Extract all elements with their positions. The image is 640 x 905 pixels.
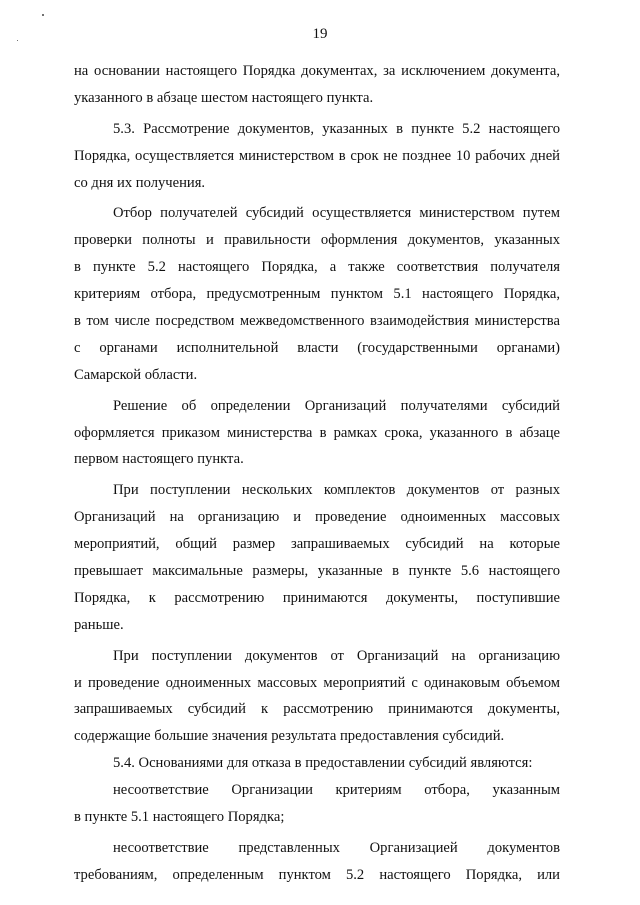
- text-line: Организаций на организацию и проведение одноименных массовых: [74, 509, 560, 526]
- page-number: 19: [312, 26, 328, 42]
- document-body: [74, 58, 560, 889]
- paragraph: [74, 777, 560, 831]
- text-line: указанного в абзаце шестом настоящего пункта.: [74, 89, 374, 106]
- text-line: проверки полноты и правильности оформления документов, указанных: [74, 232, 560, 249]
- text-line: раньше.: [74, 616, 124, 633]
- text-line: Решение об определении Организаций получателями субсидий: [113, 397, 560, 414]
- text-line: требованиям, определенным пунктом 5.2 настоящего Порядка, или: [74, 866, 560, 883]
- scan-speck: [42, 14, 44, 16]
- text-line: оформляется приказом министерства в рамках срока, указанного в абзаце: [74, 424, 560, 441]
- text-line: 5.4. Основаниями для отказа в предоставлении субсидий являются:: [113, 755, 533, 772]
- text-line: в пункте 5.1 настоящего Порядка;: [74, 809, 285, 826]
- text-line: При поступлении нескольких комплектов документов от разных: [113, 482, 560, 499]
- paragraph: [74, 116, 560, 197]
- text-line: несоответствие представленных Организацией документов: [113, 839, 560, 856]
- text-line: Самарской области.: [74, 366, 198, 383]
- text-line: в пункте 5.2 настоящего Порядка, а также соответствия получателя: [74, 259, 560, 276]
- text-line: на основании настоящего Порядка документах, за исключением документа,: [74, 63, 560, 79]
- text-line: Порядка, к рассмотрению принимаются документы, поступившие: [74, 589, 560, 606]
- text-line: в том числе посредством межведомственного взаимодействия министерства: [74, 313, 560, 330]
- text-line: критериям отбора, предусмотренным пунктом 5.1 настоящего Порядка,: [74, 286, 560, 303]
- paragraph: [74, 643, 560, 751]
- paragraph: [74, 200, 560, 388]
- text-line: и проведение одноименных массовых мероприятий с одинаковым объемом: [74, 674, 560, 691]
- text-line: превышает максимальные размеры, указанные в пункте 5.6 настоящего: [74, 563, 560, 580]
- paragraph: [74, 58, 560, 112]
- text-line: 5.3. Рассмотрение документов, указанных в пункте 5.2 настоящего: [113, 120, 560, 137]
- text-line: несоответствие Организации критериям отбора, указанным: [113, 782, 560, 799]
- paragraph: [74, 835, 560, 889]
- text-line: со дня их получения.: [74, 174, 206, 191]
- text-line: с органами исполнительной власти (государственными органами): [74, 339, 560, 356]
- text-line: Отбор получателей субсидий осуществляется министерством путем: [113, 205, 560, 222]
- text-line: мероприятий, общий размер запрашиваемых субсидий на которые: [74, 536, 560, 553]
- paragraph: [74, 750, 560, 777]
- text-line: запрашиваемых субсидий к рассмотрению принимаются документы,: [74, 701, 560, 718]
- text-line: При поступлении документов от Организаций на организацию: [113, 647, 560, 664]
- text-line: Порядка, осуществляется министерством в срок не позднее 10 рабочих дней: [74, 147, 560, 164]
- paragraph: [74, 477, 560, 638]
- text-line: содержащие большие значения результата предоставления субсидий.: [74, 728, 505, 745]
- paragraph: [74, 393, 560, 474]
- text-line: первом настоящего пункта.: [74, 451, 244, 468]
